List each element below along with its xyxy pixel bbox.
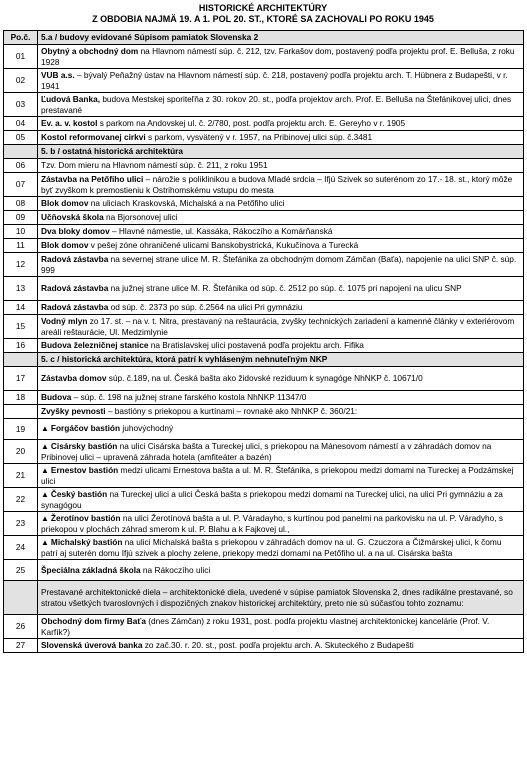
table-row bbox=[4, 225, 524, 239]
row-number: 19 bbox=[4, 419, 38, 440]
triangle-bullet-icon: ▲ bbox=[41, 513, 49, 523]
row-number: 10 bbox=[4, 225, 38, 239]
row-detail: súp. č.189, na ul. Česká bašta ako židovské reziduum k synagóge NhNKP č. 10671/0 bbox=[106, 373, 423, 384]
row-detail: – bastióny s priekopou a kurtínami – rovnaké ako NhNKP č. 360/21: bbox=[105, 406, 358, 417]
table-row bbox=[4, 69, 524, 93]
row-number: 13 bbox=[4, 277, 38, 301]
row-detail: – nárožie s poliklinikou a budova Mladé srdcia – Ifjú Szivek so suterénom zo 17.- 18. st., ktorý môže byť zvyškom k premostieniu k Ostrihomskému vstupu do mesta bbox=[41, 174, 513, 195]
table-row bbox=[4, 488, 524, 512]
row-number: 08 bbox=[4, 197, 38, 211]
document bbox=[3, 3, 523, 653]
row-name: Učňovská škola bbox=[41, 212, 104, 223]
section-number-cell bbox=[4, 145, 38, 159]
triangle-bullet-icon: ▲ bbox=[41, 537, 49, 547]
row-description bbox=[38, 253, 524, 277]
row-number bbox=[4, 405, 38, 419]
row-detail: na Rákoczího ulici bbox=[140, 564, 211, 575]
row-detail: na severnej strane ulice M. R. Štefánika za obchodným domom Zámčan (Baťa), napojenie na ulici SNP č. súp. 999 bbox=[41, 254, 517, 275]
row-detail: budova Mestskej sporiteľňa z 30. rokov 20. st., podľa projektov arch. Prof. E. Belluša na Štefánikovej ulici, dnes prestavané bbox=[41, 94, 512, 115]
row-detail: – súp. č. 198 na južnej strane farského kostola NhNKP 11347/0 bbox=[71, 392, 307, 403]
row-name: Radová zástavba bbox=[41, 302, 109, 313]
row-detail: s parkom, vysvätený v r. 1957, na Pribinovej ulici súp. č.3481 bbox=[145, 132, 373, 143]
row-name: Radová zástavba bbox=[41, 283, 109, 294]
monuments-table bbox=[3, 30, 524, 653]
row-description bbox=[38, 512, 524, 536]
row-detail: v pešej zóne ohraničené ulicami Banskobystrická, Kukučínova a Turecká bbox=[88, 240, 359, 251]
row-name: Obchodný dom firmy Baťa bbox=[41, 616, 146, 627]
row-description bbox=[38, 277, 524, 301]
row-description bbox=[38, 225, 524, 239]
row-name: Budova bbox=[41, 392, 72, 403]
row-name: Cisársky bastión bbox=[50, 440, 118, 451]
row-description bbox=[38, 391, 524, 405]
row-number: 14 bbox=[4, 301, 38, 315]
document-title bbox=[3, 3, 523, 30]
row-description bbox=[38, 315, 524, 339]
row-detail: zo 17. st. – na v. t. Nitra, prestavaný na reštaurácia, zvyšky technických zariadení a kamenné články v exteriérovom areáli reštaurácie, Ul. Medzimlynie bbox=[41, 316, 515, 337]
row-number: 05 bbox=[4, 131, 38, 145]
row-number: 07 bbox=[4, 173, 38, 197]
row-number: 27 bbox=[4, 639, 38, 653]
row-number: 22 bbox=[4, 488, 38, 512]
row-detail: (dnes Zámčan) z roku 1931, post. podľa projektu vlastnej architektonickej kancelárie (Prof. V. Karfík?) bbox=[41, 616, 490, 637]
row-detail: na ulici Cisárska bašta a Tureckej ulici, s priekopou na Mánesovom námestí a v záhradách domov na Pribinovej ulici – upravená záhrada hotela (amfiteáter a bazén) bbox=[41, 440, 492, 462]
row-number: 16 bbox=[4, 339, 38, 353]
row-number: 21 bbox=[4, 464, 38, 488]
row-description bbox=[38, 197, 524, 211]
row-detail: od súp. č. 2373 po súp. č.2564 na ulici Pri gymnáziu bbox=[108, 302, 303, 313]
row-description bbox=[38, 131, 524, 145]
table-row bbox=[4, 339, 524, 353]
row-number: 12 bbox=[4, 253, 38, 277]
row-number: 23 bbox=[4, 512, 38, 536]
row-description bbox=[38, 367, 524, 391]
table-header bbox=[4, 31, 524, 45]
table-row bbox=[4, 45, 524, 69]
table-row bbox=[4, 117, 524, 131]
row-description bbox=[38, 419, 524, 440]
section-heading: 5. c / historická architektúra, ktorá patrí k vyhláseným nehnuteľným NKP bbox=[38, 353, 524, 367]
row-number: 25 bbox=[4, 560, 38, 581]
row-detail: na Bjorsonovej ulici bbox=[103, 212, 178, 223]
row-description bbox=[38, 464, 524, 488]
table-row bbox=[4, 211, 524, 225]
row-number: 15 bbox=[4, 315, 38, 339]
row-description bbox=[38, 45, 524, 69]
row-detail: na Bratislavskej ulici postavená podľa projektu arch. Fifika bbox=[148, 340, 364, 351]
row-name: Blok domov bbox=[41, 198, 89, 209]
section-row bbox=[4, 145, 524, 159]
row-description bbox=[38, 560, 524, 581]
header-section-a: 5.a / budovy evidované Súpisom pamiatok Slovenska 2 bbox=[38, 31, 524, 45]
row-name: Český bastión bbox=[50, 488, 108, 499]
row-detail: na Tureckej ulici a ulici Česká bašta s priekopou medzi domami na Tureckej ulici, na ulici Pri gymnáziu a za synagógou bbox=[41, 488, 503, 510]
triangle-bullet-icon: ▲ bbox=[41, 465, 49, 475]
table-row bbox=[4, 639, 524, 653]
row-detail: medzi ulicami Ernestova bašta a ul. M. R. Štefánika, s priekopou medzi domami na Tureckej a Podzámskej ulici bbox=[41, 464, 514, 486]
table-row bbox=[4, 367, 524, 391]
table-row bbox=[4, 440, 524, 464]
table-row bbox=[4, 560, 524, 581]
row-name: Ernestov bastión bbox=[50, 464, 119, 475]
table-row bbox=[4, 253, 524, 277]
row-name: Radová zástavba bbox=[41, 254, 109, 265]
row-detail: Tzv. Dom mieru na Hlavnom námestí súp. č. 211, z roku 1951 bbox=[41, 160, 268, 171]
row-description bbox=[38, 117, 524, 131]
row-name: Špeciálna základná škola bbox=[41, 564, 141, 575]
row-detail: – Hlavné námestie, ul. Kassáka, Rákoczího a Komárňanská bbox=[109, 226, 333, 237]
section-row bbox=[4, 581, 524, 615]
triangle-bullet-icon: ▲ bbox=[41, 489, 49, 499]
row-name: Ev. a. v. kostol bbox=[41, 118, 98, 129]
triangle-bullet-icon: ▲ bbox=[41, 424, 49, 434]
row-description bbox=[38, 405, 524, 419]
section-row bbox=[4, 353, 524, 367]
row-description bbox=[38, 615, 524, 639]
triangle-bullet-icon: ▲ bbox=[41, 441, 49, 451]
row-name: Zástavba domov bbox=[41, 373, 107, 384]
row-description bbox=[38, 69, 524, 93]
row-description bbox=[38, 239, 524, 253]
table-row bbox=[4, 277, 524, 301]
table-row bbox=[4, 173, 524, 197]
row-detail: na Hlavnom námestí súp. č. 212, tzv. Farkašov dom, postavený podľa projektu prof. E. Belluša, z roku 1928 bbox=[41, 46, 515, 67]
row-name: Vodný mlyn bbox=[41, 316, 88, 327]
table-row bbox=[4, 315, 524, 339]
row-detail: s parkom na Andovskej ul. č. 2/780, post. podľa projektu arch. E. Gereyho v r. 1905 bbox=[97, 118, 406, 129]
row-detail: na uliciach Kraskovská, Michalská a na Petőfiho ulici bbox=[88, 198, 285, 209]
row-name: Blok domov bbox=[41, 240, 89, 251]
row-description bbox=[38, 211, 524, 225]
row-description bbox=[38, 639, 524, 653]
section-number-cell bbox=[4, 353, 38, 367]
row-name: Žerotínov bastión bbox=[50, 512, 121, 523]
title-line-2: Z OBDOBIA NAJMÄ 19. A 1. POL 20. ST., KTORÉ SA ZACHOVALI PO ROKU 1945 bbox=[92, 14, 434, 24]
row-name: Obytný a obchodný dom bbox=[41, 46, 139, 57]
row-number: 18 bbox=[4, 391, 38, 405]
row-number: 02 bbox=[4, 69, 38, 93]
row-number: 06 bbox=[4, 159, 38, 173]
table-row bbox=[4, 301, 524, 315]
row-detail: zo zač.30. r. 20. st., post. podľa projektu arch. A. Skuteckého z Budapešti bbox=[142, 640, 414, 651]
table-row bbox=[4, 512, 524, 536]
row-name: Zástavba na Petőfiho ulici bbox=[41, 174, 144, 185]
row-number: 09 bbox=[4, 211, 38, 225]
section-number-cell bbox=[4, 581, 38, 615]
header-number: Po.č. bbox=[4, 31, 38, 45]
row-name: Michalský bastión bbox=[50, 536, 123, 547]
row-detail: na ulici Michalská bašta s priekopou v záhradách domov na ul. G. Czuczora a Čižmárskej ulici, k čomu patrí aj suterén domu Ifjú szivek a plochy zelene, priekopy medzi domami na Petőfiho ul. a na ul. Cisárska bašta bbox=[41, 536, 502, 558]
row-detail: – bývalý Peňažný ústav na Hlavnom námestí súp. č. 218, postavený podľa projektu arch. T. Hübnera z Budapešti, v r. 1941 bbox=[41, 70, 508, 91]
row-number: 24 bbox=[4, 536, 38, 560]
row-detail: na južnej strane ulice M. R. Štefánika od súp. č. 2512 po súp. č. 1075 pri napojení na ulicu SNP bbox=[108, 283, 462, 294]
row-number: 20 bbox=[4, 440, 38, 464]
table-row bbox=[4, 391, 524, 405]
row-name: Forgáčov bastión bbox=[50, 423, 121, 434]
table-row bbox=[4, 159, 524, 173]
row-name: Budova železničnej stanice bbox=[41, 340, 149, 351]
row-name: VUB a.s. bbox=[41, 70, 75, 81]
table-row bbox=[4, 131, 524, 145]
row-description bbox=[38, 301, 524, 315]
table-row bbox=[4, 419, 524, 440]
table-row bbox=[4, 405, 524, 419]
table-row bbox=[4, 615, 524, 639]
table-row bbox=[4, 464, 524, 488]
row-number: 17 bbox=[4, 367, 38, 391]
row-description bbox=[38, 536, 524, 560]
row-description bbox=[38, 440, 524, 464]
row-description bbox=[38, 173, 524, 197]
table-row bbox=[4, 93, 524, 117]
row-name: Kostol reformovanej cirkvi bbox=[41, 132, 146, 143]
row-name: Slovenská úverová banka bbox=[41, 640, 143, 651]
row-number: 01 bbox=[4, 45, 38, 69]
row-description bbox=[38, 339, 524, 353]
section-heading: 5. b / ostatná historická architektúra bbox=[38, 145, 524, 159]
section-heading: Prestavané architektonické diela – architektonické diela, uvedené v súpise pamiatok Slovenska 2, dnes radikálne prestavané, so stratou všetkých tvaroslovných i dispozičných znakov historickej architektúry, preto nie sú súčasťou tohto zoznamu: bbox=[38, 581, 524, 615]
table-row bbox=[4, 197, 524, 211]
row-detail: na ulici Žerotínová bašta a ul. P. Váradayho, s kurtínou pod panelmi na parkovisku na ul. P. Váradyho, s priekopou v plochách záhrad smerom k ul. P. Blahu a k Fajkovej ul., bbox=[41, 512, 504, 534]
row-detail: juhovýchodný bbox=[120, 423, 174, 434]
title-line-1: HISTORICKÉ ARCHITEKTÚRY bbox=[198, 3, 328, 13]
row-number: 26 bbox=[4, 615, 38, 639]
row-description bbox=[38, 93, 524, 117]
row-description bbox=[38, 488, 524, 512]
table-row bbox=[4, 536, 524, 560]
row-name: Zvyšky pevnosti bbox=[41, 406, 106, 417]
row-number: 03 bbox=[4, 93, 38, 117]
row-name: Ľudová Banka, bbox=[41, 94, 101, 105]
row-number: 11 bbox=[4, 239, 38, 253]
row-description bbox=[38, 159, 524, 173]
table-row bbox=[4, 239, 524, 253]
row-name: Dva bloky domov bbox=[41, 226, 110, 237]
row-number: 04 bbox=[4, 117, 38, 131]
